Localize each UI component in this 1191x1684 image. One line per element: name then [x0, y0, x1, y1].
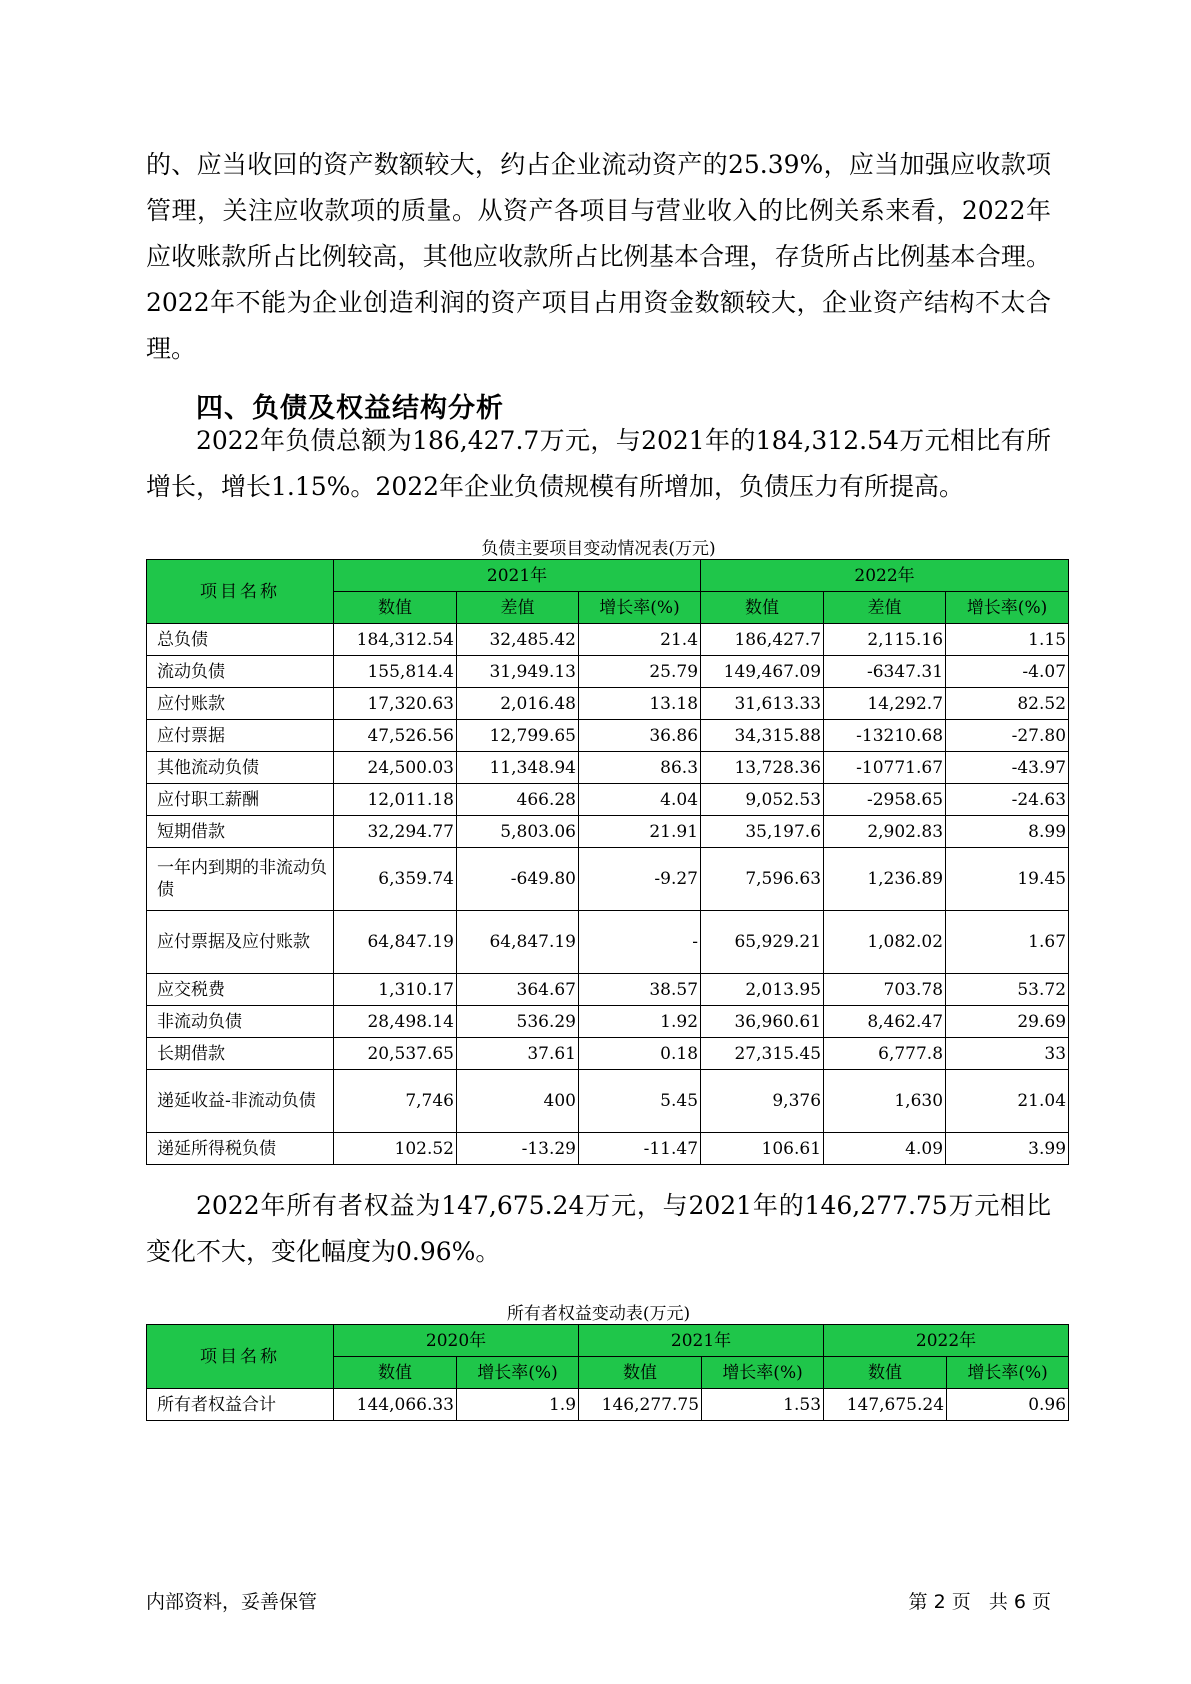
paragraph-liability: 2022年负债总额为186,427.7万元，与2021年的184,312.54万元相比有所增长，增长1.15%。2022年企业负债规模有所增加，负债压力有所提高。 [146, 426, 1051, 501]
rate-2021: -11.47 [579, 1133, 701, 1165]
header-value: 数值 [334, 1357, 457, 1389]
diff-2022: -10771.67 [824, 752, 946, 784]
table1-caption: 负债主要项目变动情况表(万元) [481, 539, 716, 559]
diff-2022: 1,236.89 [824, 848, 946, 911]
table-row [147, 848, 1069, 911]
diff-2021: 11,348.94 [457, 752, 579, 784]
row-name: 流动负债 [147, 656, 334, 688]
rate-2022: 1.67 [946, 911, 1069, 974]
diff-2022: 2,115.16 [824, 624, 946, 656]
diff-2022: 1,082.02 [824, 911, 946, 974]
body-paragraph-top [146, 142, 1051, 372]
diff-2021: 466.28 [457, 784, 579, 816]
diff-2022: 14,292.7 [824, 688, 946, 720]
value-2021: 12,011.18 [334, 784, 457, 816]
row-name: 递延所得税负债 [147, 1133, 334, 1165]
rate-2022: 33 [946, 1038, 1069, 1070]
row-name: 总负债 [147, 624, 334, 656]
header-value: 数值 [334, 592, 457, 624]
footer-page-number: 第 2 页 共 6 页 [908, 1591, 1051, 1613]
diff-2022: 8,462.47 [824, 1006, 946, 1038]
value-2021: 64,847.19 [334, 911, 457, 974]
diff-2021: -649.80 [457, 848, 579, 911]
rate-2022: -24.63 [946, 784, 1069, 816]
rate-2020: 1.9 [457, 1389, 579, 1421]
rate-2021: 86.3 [579, 752, 701, 784]
value-2021: 6,359.74 [334, 848, 457, 911]
row-name: 应交税费 [147, 974, 334, 1006]
row-name: 所有者权益合计 [147, 1389, 334, 1421]
diff-2022: 6,777.8 [824, 1038, 946, 1070]
rate-2021: 25.79 [579, 656, 701, 688]
value-2022: 13,728.36 [701, 752, 824, 784]
row-name: 一年内到期的非流动负债 [147, 848, 334, 911]
rate-2022: 82.52 [946, 688, 1069, 720]
diff-2021: 37.61 [457, 1038, 579, 1070]
value-2022: 31,613.33 [701, 688, 824, 720]
value-2021: 1,310.17 [334, 974, 457, 1006]
header-year-2022: 2022年 [701, 560, 1069, 592]
body-paragraph-equity [146, 1183, 1051, 1275]
header-value: 数值 [579, 1357, 702, 1389]
header-rate: 增长率(%) [457, 1357, 579, 1389]
rate-2021: 21.4 [579, 624, 701, 656]
value-2022: 7,596.63 [701, 848, 824, 911]
value-2021: 20,537.65 [334, 1038, 457, 1070]
header-year-2021: 2021年 [579, 1325, 824, 1357]
section-heading: 四、负债及权益结构分析 [196, 393, 504, 424]
value-2022: 149,467.09 [701, 656, 824, 688]
value-2022: 9,052.53 [701, 784, 824, 816]
liability-table [146, 559, 1069, 1165]
rate-2022: 29.69 [946, 1006, 1069, 1038]
value-2022: 36,960.61 [701, 1006, 824, 1038]
diff-2021: 32,485.42 [457, 624, 579, 656]
diff-2022: 4.09 [824, 1133, 946, 1165]
rate-2021: 1.92 [579, 1006, 701, 1038]
footer-left: 内部资料，妥善保管 [146, 1591, 318, 1613]
row-name: 短期借款 [147, 816, 334, 848]
diff-2022: 2,902.83 [824, 816, 946, 848]
table-row [147, 1133, 1069, 1165]
table-row [147, 911, 1069, 974]
value-2021: 146,277.75 [579, 1389, 702, 1421]
table2-header-row-1 [147, 1325, 1069, 1357]
table-row [147, 752, 1069, 784]
header-year-2020: 2020年 [334, 1325, 579, 1357]
header-diff: 差值 [824, 592, 946, 624]
value-2022: 106.61 [701, 1133, 824, 1165]
equity-table [146, 1324, 1069, 1421]
diff-2021: -13.29 [457, 1133, 579, 1165]
value-2021: 24,500.03 [334, 752, 457, 784]
header-rate: 增长率(%) [579, 592, 701, 624]
table2-caption: 所有者权益变动表(万元) [506, 1304, 691, 1324]
paragraph-equity: 2022年所有者权益为147,675.24万元，与2021年的146,277.75万元相比变化不大，变化幅度为0.96%。 [146, 1191, 1051, 1266]
value-2021: 102.52 [334, 1133, 457, 1165]
header-rate: 增长率(%) [702, 1357, 824, 1389]
value-2022: 186,427.7 [701, 624, 824, 656]
value-2021: 7,746 [334, 1070, 457, 1133]
diff-2022: 1,630 [824, 1070, 946, 1133]
value-2022: 27,315.45 [701, 1038, 824, 1070]
rate-2021: 13.18 [579, 688, 701, 720]
header-rate: 增长率(%) [947, 1357, 1069, 1389]
table-row [147, 816, 1069, 848]
value-2022: 34,315.88 [701, 720, 824, 752]
header-item-name: 项目名称 [147, 1325, 334, 1389]
table1-header-row-1 [147, 560, 1069, 592]
body-paragraph-liability [146, 418, 1051, 510]
diff-2021: 64,847.19 [457, 911, 579, 974]
value-2021: 28,498.14 [334, 1006, 457, 1038]
rate-2022: 19.45 [946, 848, 1069, 911]
rate-2021: 1.53 [702, 1389, 824, 1421]
value-2021: 184,312.54 [334, 624, 457, 656]
paragraph-assets-conclusion: 的、应当收回的资产数额较大，约占企业流动资产的25.39%，应当加强应收款项管理，关注应收款项的质量。从资产各项目与营业收入的比例关系来看，2022年应收账款所占比例较高，其他应收款所占比例基本合理，存货所占比例基本合理。2022年不能为企业创造利润的资产项目占用资金数额较大，企业资产结构不太合理。 [146, 150, 1051, 363]
value-2021: 17,320.63 [334, 688, 457, 720]
rate-2021: 5.45 [579, 1070, 701, 1133]
header-year-2021: 2021年 [334, 560, 701, 592]
header-value: 数值 [701, 592, 824, 624]
rate-2021: 0.18 [579, 1038, 701, 1070]
row-name: 应付票据 [147, 720, 334, 752]
row-name: 应付账款 [147, 688, 334, 720]
table-row [147, 624, 1069, 656]
header-rate: 增长率(%) [946, 592, 1069, 624]
row-name: 非流动负债 [147, 1006, 334, 1038]
row-name: 其他流动负债 [147, 752, 334, 784]
diff-2022: -2958.65 [824, 784, 946, 816]
row-name: 长期借款 [147, 1038, 334, 1070]
row-name: 应付职工薪酬 [147, 784, 334, 816]
rate-2022: 53.72 [946, 974, 1069, 1006]
rate-2022: 3.99 [946, 1133, 1069, 1165]
header-item-name: 项目名称 [147, 560, 334, 624]
value-2022: 147,675.24 [824, 1389, 947, 1421]
header-value: 数值 [824, 1357, 947, 1389]
diff-2022: -13210.68 [824, 720, 946, 752]
rate-2021: - [579, 911, 701, 974]
value-2021: 47,526.56 [334, 720, 457, 752]
table-row [147, 784, 1069, 816]
rate-2022: 21.04 [946, 1070, 1069, 1133]
table-row [147, 720, 1069, 752]
row-name: 递延收益-非流动负债 [147, 1070, 334, 1133]
diff-2021: 2,016.48 [457, 688, 579, 720]
table-row [147, 1038, 1069, 1070]
value-2022: 35,197.6 [701, 816, 824, 848]
diff-2021: 5,803.06 [457, 816, 579, 848]
value-2021: 155,814.4 [334, 656, 457, 688]
value-2021: 32,294.77 [334, 816, 457, 848]
value-2022: 65,929.21 [701, 911, 824, 974]
rate-2022: -4.07 [946, 656, 1069, 688]
value-2022: 9,376 [701, 1070, 824, 1133]
diff-2021: 400 [457, 1070, 579, 1133]
diff-2021: 12,799.65 [457, 720, 579, 752]
rate-2021: 38.57 [579, 974, 701, 1006]
header-diff: 差值 [457, 592, 579, 624]
rate-2021: 21.91 [579, 816, 701, 848]
rate-2022: 1.15 [946, 624, 1069, 656]
table-row [147, 1389, 1069, 1421]
rate-2022: -43.97 [946, 752, 1069, 784]
table-row [147, 1070, 1069, 1133]
table-row [147, 974, 1069, 1006]
table-row [147, 1006, 1069, 1038]
diff-2021: 364.67 [457, 974, 579, 1006]
rate-2021: -9.27 [579, 848, 701, 911]
diff-2022: -6347.31 [824, 656, 946, 688]
diff-2021: 536.29 [457, 1006, 579, 1038]
rate-2021: 4.04 [579, 784, 701, 816]
table-row [147, 656, 1069, 688]
table-row [147, 688, 1069, 720]
diff-2022: 703.78 [824, 974, 946, 1006]
rate-2022: 0.96 [947, 1389, 1069, 1421]
header-year-2022: 2022年 [824, 1325, 1069, 1357]
rate-2022: -27.80 [946, 720, 1069, 752]
row-name: 应付票据及应付账款 [147, 911, 334, 974]
rate-2022: 8.99 [946, 816, 1069, 848]
diff-2021: 31,949.13 [457, 656, 579, 688]
value-2020: 144,066.33 [334, 1389, 457, 1421]
value-2022: 2,013.95 [701, 974, 824, 1006]
rate-2021: 36.86 [579, 720, 701, 752]
